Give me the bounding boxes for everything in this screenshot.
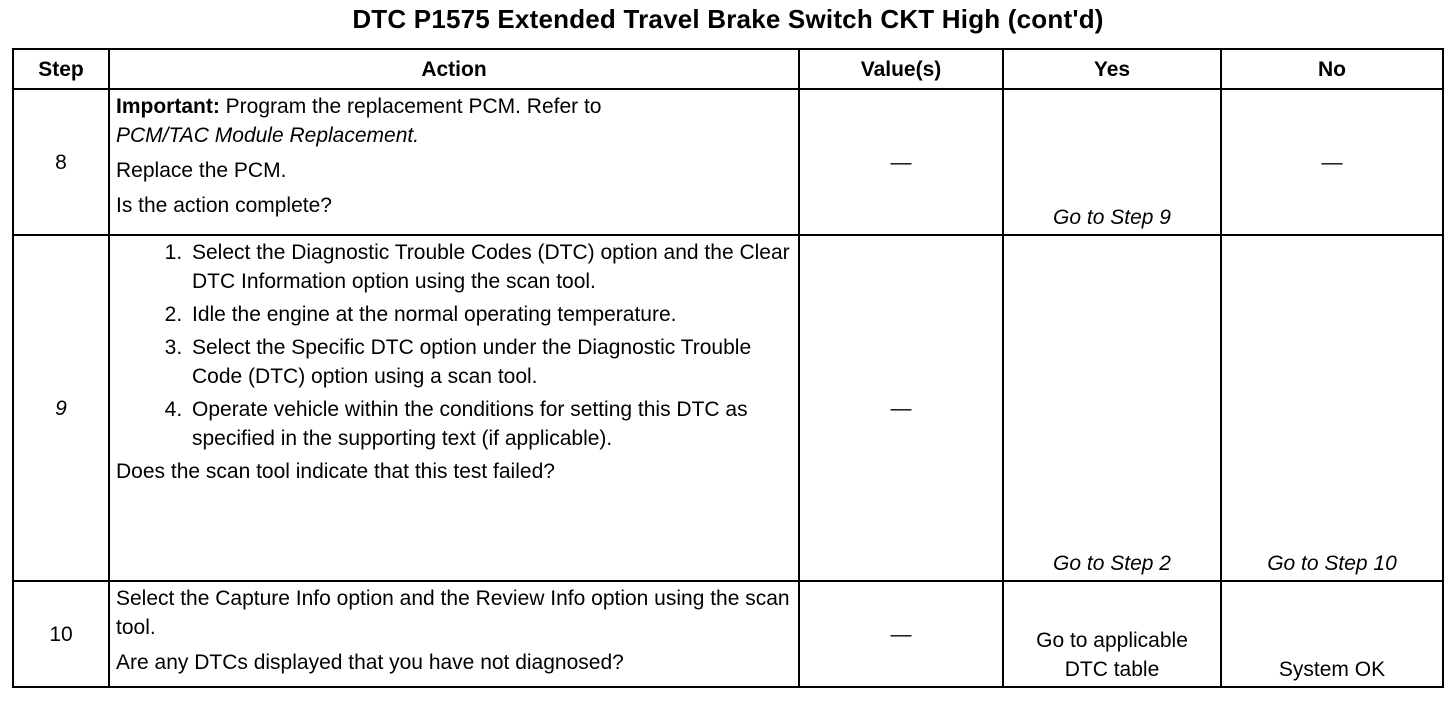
reference-text: PCM/TAC Module Replacement. [116, 124, 420, 147]
action-text: Replace the PCM. [116, 159, 287, 182]
yes-cell: Go to Step 9 [1003, 89, 1221, 235]
page-title: DTC P1575 Extended Travel Brake Switch CKT High (cont'd) [352, 4, 1104, 34]
value-cell: — [799, 235, 1003, 581]
action-cell [109, 235, 799, 581]
important-text: Program the replacement PCM. Refer to [219, 95, 602, 118]
header-step: Step [13, 49, 109, 89]
list-item: 3. Select the Specific DTC option under the Diagnostic Trouble Code (DTC) option using a scan tool. [188, 333, 792, 391]
important-label: Important: [116, 95, 220, 118]
question-text: Is the action complete? [116, 194, 332, 217]
action-cell [109, 89, 799, 235]
yes-line-2: DTC table [1064, 658, 1160, 681]
step-number: 10 [13, 581, 109, 687]
no-cell: — [1221, 89, 1443, 235]
question-text: Does the scan tool indicate that this test failed? [116, 460, 555, 483]
action-text: Select the Capture Info option and the Review Info option using the scan tool. [116, 587, 790, 639]
action-cell [109, 581, 799, 687]
action-steps-list [116, 238, 792, 453]
no-cell: Go to Step 10 [1221, 235, 1443, 581]
yes-cell: Go to Step 2 [1003, 235, 1221, 581]
header-action: Action [109, 49, 799, 89]
header-yes: Yes [1003, 49, 1221, 89]
header-values: Value(s) [799, 49, 1003, 89]
list-item: 2. Idle the engine at the normal operating temperature. [188, 300, 792, 329]
no-cell: System OK [1221, 581, 1443, 687]
header-no: No [1221, 49, 1443, 89]
list-item: 1. Select the Diagnostic Trouble Codes (DTC) option and the Clear DTC Information option using the scan tool. [188, 238, 792, 296]
diagnostic-table [12, 48, 1444, 688]
step-number: 9 [13, 235, 109, 581]
yes-cell [1003, 581, 1221, 687]
yes-line-1: Go to applicable [1036, 629, 1188, 652]
header-row [13, 49, 1443, 89]
question-text: Are any DTCs displayed that you have not diagnosed? [116, 651, 624, 674]
step-number: 8 [13, 89, 109, 235]
value-cell: — [799, 581, 1003, 687]
list-item: 4. Operate vehicle within the conditions for setting this DTC as specified in the supporting text (if applicable). [188, 395, 792, 453]
value-cell: — [799, 89, 1003, 235]
table-row [13, 235, 1443, 581]
table-row [13, 581, 1443, 687]
table-row [13, 89, 1443, 235]
